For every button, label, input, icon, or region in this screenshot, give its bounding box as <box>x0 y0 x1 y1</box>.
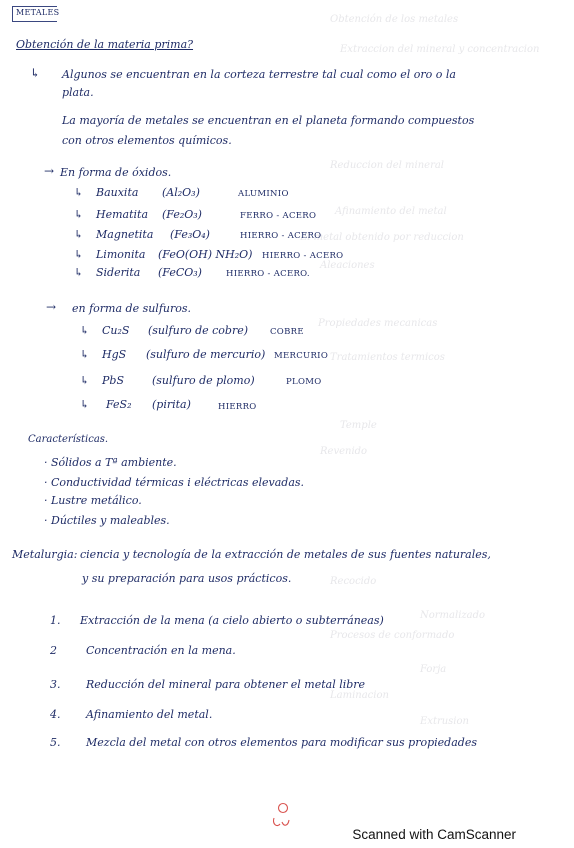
intro-line: Algunos se encuentran en la corteza terrestre tal cual como el oro o la <box>62 68 456 81</box>
bleed-line: Extrusion <box>420 716 469 727</box>
oxide-metal: FERRO - ACERO <box>240 211 317 221</box>
arrow-icon: ↳ <box>80 348 90 361</box>
characteristic-item: · Lustre metálico. <box>44 494 142 507</box>
characteristic-item: · Conductividad térmicas i eléctricas elevadas. <box>44 476 305 489</box>
step-number: 2 <box>50 644 57 657</box>
arrow-icon: → <box>44 164 55 178</box>
sulfide-name: (sulfuro de mercurio) <box>146 348 266 361</box>
bleed-line: Aleaciones <box>320 260 375 271</box>
arrow-icon: ↳ <box>30 66 41 80</box>
sulfide-formula: HgS <box>102 348 127 361</box>
oxide-formula: (Fe₂O₃) <box>162 208 202 221</box>
metallurgy-label: Metalurgia: <box>12 548 78 561</box>
bleed-line: Obtención de los metales <box>330 14 459 25</box>
question-heading: Obtención de la materia prima? <box>16 38 194 51</box>
oxide-metal: ALUMINIO <box>238 189 289 199</box>
oxide-mineral: Hematita <box>96 208 149 221</box>
characteristics-heading: Características. <box>28 434 109 445</box>
bleed-line: Procesos de conformado <box>330 630 455 641</box>
bleed-line: Temple <box>340 420 377 431</box>
intro-line: con otros elementos químicos. <box>62 134 232 147</box>
oxide-metal: HIERRO - ACERO. <box>226 269 310 279</box>
step-text: Afinamiento del metal. <box>86 708 213 721</box>
bleed-line: Propiedades mecanicas <box>318 318 438 329</box>
oxide-metal: HIERRO - ACERO <box>262 251 344 261</box>
sulfide-name: (pirita) <box>152 398 191 411</box>
oxide-mineral: Magnetita <box>96 228 154 241</box>
bleed-line: Extraccion del mineral y concentracion <box>340 44 540 55</box>
intro-line: plata. <box>62 86 94 99</box>
bleed-line: Afinamiento del metal <box>335 206 447 217</box>
metallurgy-definition: y su preparación para usos prácticos. <box>82 572 292 585</box>
arrow-icon: → <box>46 300 57 314</box>
red-scribble-mark <box>268 800 294 830</box>
scanner-watermark: Scanned with CamScanner <box>352 827 516 842</box>
arrow-icon: ↳ <box>74 228 84 241</box>
step-number: 5. <box>50 736 61 749</box>
sulfide-metal: MERCURIO <box>274 351 329 361</box>
sulfide-metal: COBRE <box>270 327 304 337</box>
oxide-formula: (FeO(OH) NH₂O) <box>158 248 253 261</box>
arrow-icon: ↳ <box>80 324 90 337</box>
step-number: 4. <box>50 708 61 721</box>
characteristic-item: · Sólidos a Tª ambiente. <box>44 456 177 469</box>
oxide-metal: HIERRO - ACERO <box>240 231 322 241</box>
bleed-line: Normalizado <box>420 610 486 621</box>
oxide-formula: (Fe₃O₄) <box>170 228 210 241</box>
oxide-mineral: Limonita <box>96 248 146 261</box>
arrow-icon: ↳ <box>74 248 84 261</box>
sulfide-metal: PLOMO <box>286 377 322 387</box>
sulfide-name: (sulfuro de plomo) <box>152 374 255 387</box>
sulfides-heading: en forma de sulfuros. <box>72 302 192 315</box>
page-title: METALES <box>16 8 60 17</box>
arrow-icon: ↳ <box>74 208 84 221</box>
arrow-icon: ↳ <box>74 266 84 279</box>
bleed-line: Reduccion del mineral <box>330 160 445 171</box>
step-text: Concentración en la mena. <box>86 644 236 657</box>
metallurgy-definition: ciencia y tecnología de la extracción de metales de sus fuentes naturales, <box>80 548 491 561</box>
oxide-formula: (Al₂O₃) <box>162 186 200 199</box>
step-text: Reducción del mineral para obtener el metal libre <box>86 678 366 691</box>
oxides-heading: En forma de óxidos. <box>60 166 172 179</box>
sulfide-formula: PbS <box>102 374 124 387</box>
bleed-line: Forja <box>420 664 447 675</box>
intro-line: La mayoría de metales se encuentran en el planeta formando compuestos <box>62 114 475 127</box>
step-text: Extracción de la mena (a cielo abierto o subterráneas) <box>80 614 384 627</box>
sulfide-metal: HIERRO <box>218 402 257 412</box>
sulfide-name: (sulfuro de cobre) <box>148 324 249 337</box>
arrow-icon: ↳ <box>80 374 90 387</box>
arrow-icon: ↳ <box>74 186 84 199</box>
oxide-formula: (FeCO₃) <box>158 266 202 279</box>
bleed-line: Recocido <box>330 576 377 587</box>
step-number: 1. <box>50 614 61 627</box>
oxide-mineral: Siderita <box>96 266 141 279</box>
bleed-line: Laminacion <box>330 690 389 701</box>
sulfide-formula: FeS₂ <box>106 398 132 411</box>
arrow-icon: ↳ <box>80 398 90 411</box>
step-number: 3. <box>50 678 61 691</box>
bleed-line: Revenido <box>320 446 368 457</box>
oxide-mineral: Bauxita <box>96 186 139 199</box>
characteristic-item: · Dúctiles y maleables. <box>44 514 170 527</box>
bleed-line: Tratamientos termicos <box>330 352 445 363</box>
sulfide-formula: Cu₂S <box>102 324 130 337</box>
bleed-line: El metal obtenido por reduccion <box>300 232 464 243</box>
step-text: Mezcla del metal con otros elementos para modificar sus propiedades <box>86 736 477 749</box>
